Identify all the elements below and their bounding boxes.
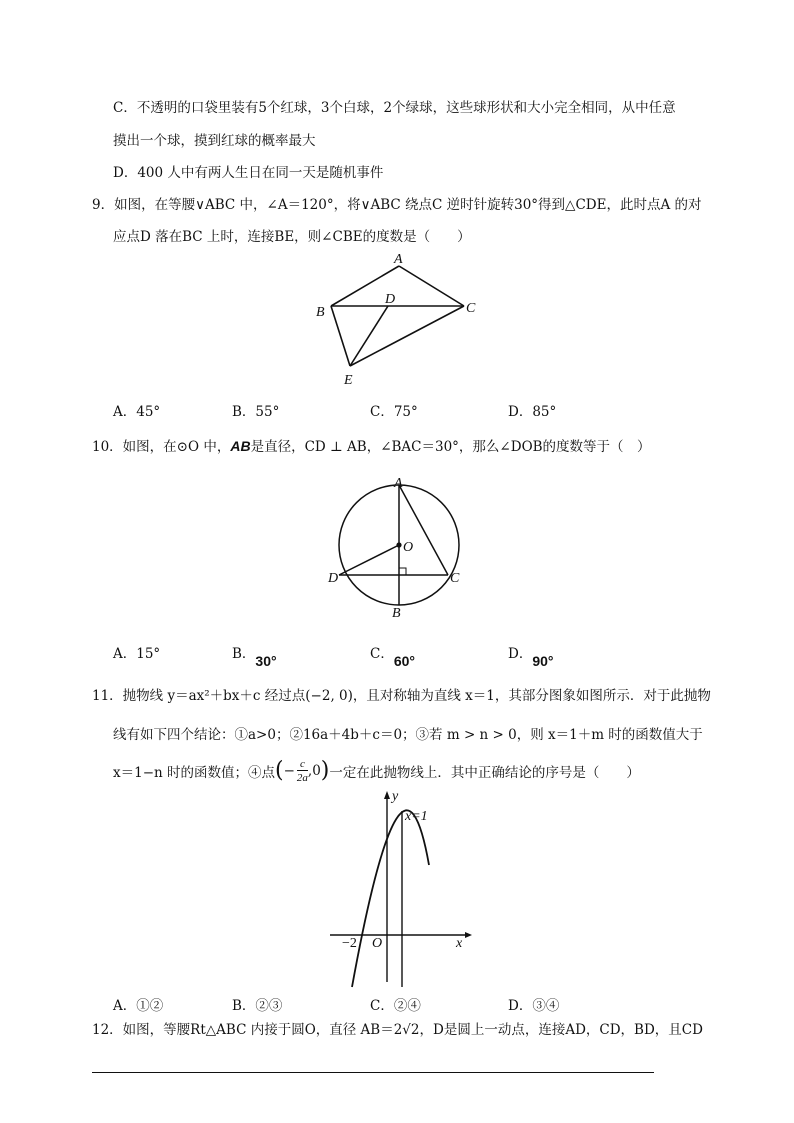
q9-option-c[interactable]: C．75° [370,404,418,420]
right-angle-mark [399,568,406,575]
y-axis-arrow [384,791,390,799]
segment-do [339,545,399,575]
q10-option-b[interactable] [232,642,277,669]
q9-option-a[interactable]: A．45° [113,404,161,420]
q10-option-d[interactable] [508,642,554,669]
q10-option-c-letter: C． [370,646,394,662]
footer-rule [92,1072,654,1073]
paren-open: ( [275,758,284,784]
q11-stem-line3 [113,758,640,784]
q10-stem [92,435,651,455]
label-x: x [456,936,463,951]
q10-option-c-value: 60° [393,653,416,669]
label-o: O [403,540,414,555]
q8-option-d: D．400 人中有两人生日在同一天是随机事件 [113,165,384,181]
q11-fraction [297,758,308,784]
paren-close: ) [320,758,330,784]
q9-stem-line2: 应点D 落在BC 上时，连接BE，则∠CBE的度数是（ ） [113,229,471,245]
center-point [396,542,401,547]
label-neg2: −2 [342,936,357,951]
q11-stem-line1: 11．抛物线 y＝ax²＋bx＋c 经过点(−2, 0)，且对称轴为直线 x＝1，其部分图象如图所示．对于此抛物 [92,688,711,704]
q10-option-c[interactable] [370,642,416,669]
q11-parabola-figure [325,787,475,992]
label-a: A [394,476,403,491]
q11-option-a[interactable]: A．①② [113,998,164,1014]
label-d: D [385,292,396,307]
x-axis-arrow [465,932,472,938]
q10-option-a[interactable]: A．15° [113,646,161,662]
q10-ab-diameter: AB [230,438,251,454]
q11-stem-line2: 线有如下四个结论：①a>0；②16a＋4b＋c＝0；③若 m > n > 0，则 x＝1＋m 时的函数值大于 [113,727,703,743]
q9-triangle-figure [310,248,490,390]
label-b: B [316,305,325,320]
q10-option-b-value: 30° [255,653,277,669]
label-b: B [392,606,401,621]
q10-circle-figure [326,472,476,622]
label-d: D [328,571,339,586]
q11-option-b[interactable]: B．②③ [232,998,283,1014]
q11-frac-denominator: 2a [296,772,308,785]
label-y: y [392,789,399,804]
q8-option-c-line2: 摸出一个球，摸到红球的概率最大 [113,133,316,149]
parabola-curve [352,810,429,987]
q11-stem-line3-post: 一定在此抛物线上．其中正确结论的序号是（ ） [329,765,640,782]
segment-be [331,306,350,366]
q9-option-b[interactable]: B．55° [232,404,280,420]
segment-ac [399,266,464,306]
label-a: A [394,252,403,267]
q10-stem-pre: 10．如图，在⊙O 中， [92,439,231,455]
q9-option-d[interactable]: D．85° [508,404,557,420]
label-o: O [372,936,383,951]
segment-ed [350,306,388,366]
q11-stem-line3-pre: x＝1−n 时的函数值；④点 [113,765,275,782]
label-e: E [344,373,353,388]
q11-option-d[interactable]: D．③④ [508,998,560,1014]
label-c: C [466,301,476,316]
q11-option-c[interactable]: C．②④ [370,998,421,1014]
q8-option-c-line1: C．不透明的口袋里装有5个红球，3个白球，2个绿球，这些球形状和大小完全相同，从中任意 [113,100,676,116]
q10-option-b-letter: B． [232,646,256,662]
chord-ac [399,485,448,575]
q10-stem-post: 是直径，CD ⊥ AB，∠BAC＝30°，那么∠DOB的度数等于（ ） [250,439,651,455]
q11-frac-minus: − [283,763,295,780]
segment-ec [350,306,464,366]
q10-option-d-letter: D． [508,646,533,662]
q11-frac-numerator: c [299,758,305,770]
label-c: C [450,571,460,586]
q11-frac-tail: ,0 [307,763,321,780]
q10-option-d-value: 90° [532,653,554,669]
q9-stem-line1: 9．如图，在等腰∨ABC 中，∠A＝120°，将∨ABC 绕点C 逆时针旋转30°得到△CDE，此时点A 的对 [92,197,702,213]
label-axis: x=1 [405,809,428,824]
q12-stem-line1: 12．如图，等腰Rt△ABC 内接于圆O，直径 AB＝2√2，D是圆上一动点，连接AD，CD，BD，且CD [92,1022,703,1038]
